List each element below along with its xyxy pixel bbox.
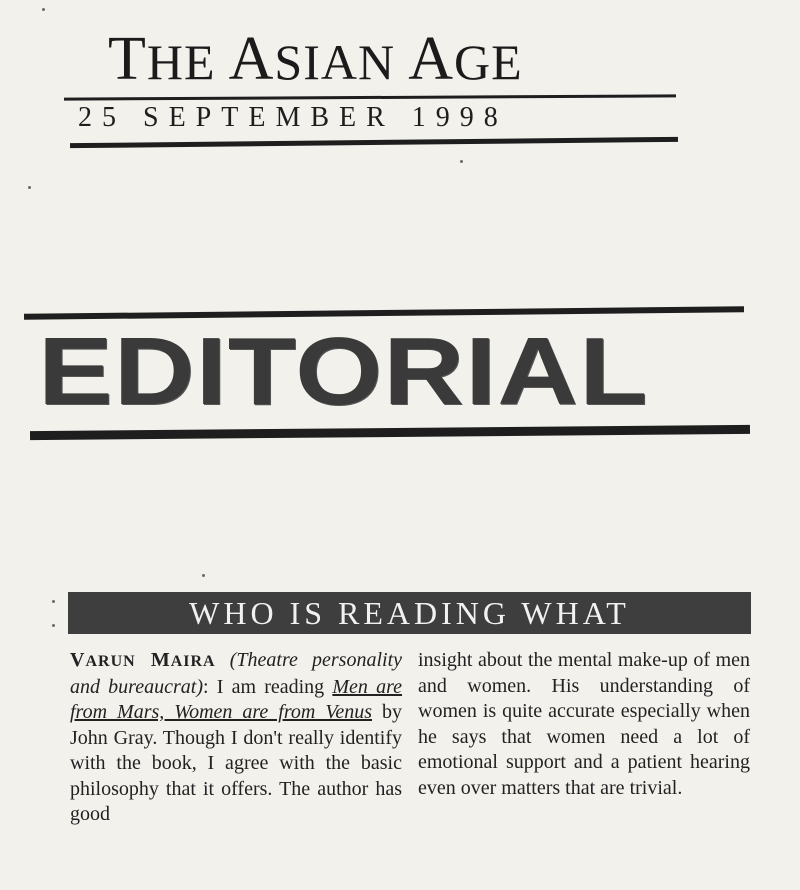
print-speck	[52, 624, 55, 627]
dateline: 25 SEPTEMBER 1998	[78, 102, 508, 133]
masthead-rule-bottom	[70, 137, 678, 148]
print-speck	[42, 8, 45, 11]
author-credentials: (Theatre personality and bureaucrat)	[70, 649, 402, 698]
column-heading: WHO IS READING WHAT	[189, 594, 630, 631]
editorial-label: EDITORIAL	[38, 318, 649, 425]
article-intro: : I am reading	[202, 675, 333, 698]
column-heading-band	[68, 592, 751, 634]
masthead-age-initial: A	[408, 25, 454, 93]
article-text-col1: by John Gray. Though I don't really identify with the book, I agree with the basic philosophy that it offers. The author has good	[70, 701, 403, 825]
article-column-2	[418, 648, 750, 828]
article-text-col2: insight about the mental make-up of men and women. His understanding of women is quite accurate especially when he says that women need a lot of emotional support and a patient hearing even over matters that are trivial.	[418, 649, 750, 799]
book-title: Men are from Mars, Women are from Venus	[70, 675, 402, 723]
article-column-1	[70, 648, 402, 828]
masthead-asian-rest: SIAN	[274, 34, 396, 90]
masthead-title	[108, 25, 523, 93]
editorial-banner	[30, 296, 750, 456]
masthead-the-initial: T	[108, 25, 147, 93]
print-speck	[202, 574, 205, 577]
print-speck	[52, 600, 55, 603]
masthead-rule-top	[64, 94, 676, 100]
editorial-rule-bottom	[30, 425, 750, 440]
masthead-age-rest: GE	[453, 34, 523, 90]
article-body	[70, 648, 750, 828]
masthead-the-rest: HE	[146, 34, 216, 90]
print-speck	[28, 186, 31, 189]
author-name: VARUN MAIRA	[70, 649, 216, 671]
article-paragraph-1	[70, 648, 402, 828]
print-speck	[460, 160, 463, 163]
masthead-asian-initial: A	[228, 25, 275, 93]
